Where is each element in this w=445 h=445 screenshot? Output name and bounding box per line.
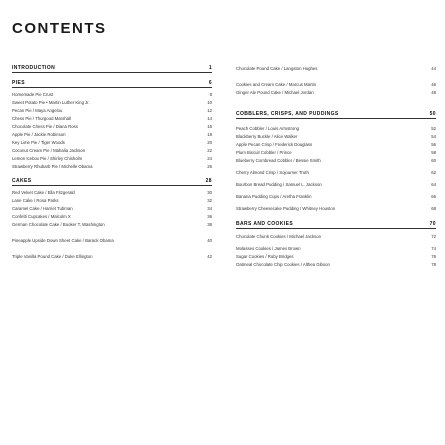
- section-title: PIES: [12, 80, 25, 86]
- section-title: INTRODUCTION: [12, 65, 56, 71]
- toc-entry: [236, 206, 436, 211]
- entry-title: Sweet Potato Pie • Martin Luther King Jr.: [12, 100, 90, 105]
- entry-title: Banana Pudding Cups / Aretha Franklin: [236, 194, 312, 199]
- entry-title: Chocolate Chess Pie / Diana Ross: [12, 124, 78, 129]
- toc-entry: [12, 198, 212, 203]
- toc-section-heading: [236, 112, 436, 119]
- toc-section-heading: [12, 81, 212, 88]
- page-number: 68: [431, 206, 436, 211]
- entry-title: Homemade Pie Crust: [12, 92, 54, 97]
- page-number: 8: [209, 92, 212, 97]
- toc-entry: [236, 182, 436, 187]
- toc-entry: [12, 164, 212, 169]
- toc-entry: [236, 82, 436, 87]
- page-number: 24: [207, 156, 212, 161]
- page-number: 32: [207, 198, 212, 203]
- page-number: 14: [207, 116, 212, 121]
- entry-title: Cookies and Cream Cake / Marcus Martin: [236, 82, 316, 87]
- page-number: 12: [207, 108, 212, 113]
- page-number: 18: [207, 132, 212, 137]
- toc-entry: [236, 262, 436, 267]
- page-number: 78: [431, 262, 436, 267]
- toc-entry: [12, 92, 212, 97]
- page-number: 76: [431, 254, 436, 259]
- page-number: 52: [431, 126, 436, 131]
- page-number: 30: [207, 190, 212, 195]
- toc-entry: [12, 148, 212, 153]
- toc-entry: [236, 90, 436, 95]
- entry-title: Bourbon Bread Pudding / Samuel L. Jackson: [236, 182, 322, 187]
- entry-title: Chocolate Chunk Cookies / Michael Jackson: [236, 234, 322, 239]
- page-number: 48: [431, 90, 436, 95]
- page-number: 70: [429, 221, 436, 227]
- page-number: 72: [431, 234, 436, 239]
- page-number: 16: [207, 124, 212, 129]
- page-number: 44: [431, 66, 436, 71]
- toc-entry: [12, 116, 212, 121]
- entry-title: Chess Pie / Thurgood Marshall: [12, 116, 71, 121]
- page-number: 54: [431, 134, 436, 139]
- entry-title: Oatmeal Chocolate Chip Cookies / Althea Gibson: [236, 262, 330, 267]
- entry-title: Sugar Cookies / Ruby Bridges: [236, 254, 294, 259]
- page-number: 28: [205, 178, 212, 184]
- section-title: BARS AND COOKIES: [236, 221, 294, 227]
- page-number: 46: [431, 82, 436, 87]
- entry-title: German Chocolate Cake / Booker T. Washington: [12, 222, 105, 227]
- page-number: 26: [207, 164, 212, 169]
- toc-section-heading: [12, 179, 212, 186]
- entry-title: Confetti Cupcakes / Malcolm X: [12, 214, 71, 219]
- toc-entry: [12, 214, 212, 219]
- toc-entry: [12, 206, 212, 211]
- toc-entry: [236, 126, 436, 131]
- page-number: 74: [431, 246, 436, 251]
- page-number: 66: [431, 194, 436, 199]
- page-number: 60: [431, 158, 436, 163]
- toc-entry: [12, 140, 212, 145]
- toc-section-heading: [236, 222, 436, 229]
- entry-title: Cherry Almond Crisp / Sojourner Truth: [236, 170, 309, 175]
- entry-title: Ginger Ale Pound Cake / Michael Jordan: [236, 90, 314, 95]
- toc-entry: [12, 100, 212, 105]
- page-number: 40: [207, 238, 212, 243]
- page-number: 56: [431, 142, 436, 147]
- toc-entry: [236, 142, 436, 147]
- entry-title: Pecan Pie / Maya Angelou: [12, 108, 63, 113]
- toc-section-heading: [12, 66, 212, 73]
- toc-entry: [236, 254, 436, 259]
- entry-title: Molasses Cookies / James Brown: [236, 246, 301, 251]
- toc-entry: [12, 254, 212, 259]
- page-title: CONTENTS: [12, 20, 107, 37]
- page-number: 34: [207, 206, 212, 211]
- entry-title: Strawberry Rhubarb Pie / Michelle Obama: [12, 164, 93, 169]
- page-number: 38: [207, 222, 212, 227]
- page-number: 58: [431, 150, 436, 155]
- page-number: 1: [208, 65, 212, 71]
- entry-title: Lemon Icebox Pie / Shirley Chisholm: [12, 156, 83, 161]
- toc-entry: [12, 108, 212, 113]
- toc-entry: [236, 158, 436, 163]
- entry-title: Coconut Cream Pie / Mahalia Jackson: [12, 148, 86, 153]
- toc-entry: [236, 246, 436, 251]
- toc-entry: [236, 234, 436, 239]
- page-number: 10: [207, 100, 212, 105]
- section-title: CAKES: [12, 178, 32, 184]
- page-number: 22: [207, 148, 212, 153]
- entry-title: Plum Biscuit Cobbler / Prince: [236, 150, 292, 155]
- page-number: 64: [431, 182, 436, 187]
- entry-title: Blackberry Buckle / Alice Walker: [236, 134, 298, 139]
- page-number: 50: [429, 111, 436, 117]
- entry-title: Apple Pecan Crisp / Frederick Douglass: [236, 142, 313, 147]
- entry-title: Pineapple Upside Down Sheet Cake / Barack Obama: [12, 238, 114, 243]
- entry-title: Chocolate Pound Cake / Langston Hughes: [236, 66, 318, 71]
- toc-entry: [12, 190, 212, 195]
- entry-title: Strawberry Cheesecake Pudding / Whitney Houston: [236, 206, 336, 211]
- toc-entry: [12, 132, 212, 137]
- page-number: 6: [208, 80, 212, 86]
- page-number: 62: [431, 170, 436, 175]
- entry-title: Blueberry Cornbread Cobbler / Bessie Smith: [236, 158, 321, 163]
- toc-entry: [236, 134, 436, 139]
- toc-entry: [12, 124, 212, 129]
- page-number: 36: [207, 214, 212, 219]
- entry-title: Apple Pie / Jackie Robinson: [12, 132, 66, 137]
- toc-entry: [12, 238, 212, 243]
- toc-entry: [236, 170, 436, 175]
- entry-title: Peach Cobbler / Louis Armstrong: [236, 126, 300, 131]
- entry-title: Triple Vanilla Pound Cake / Duke Ellington: [12, 254, 93, 259]
- section-title: COBBLERS, CRISPS, AND PUDDINGS: [236, 111, 339, 117]
- page-number: 20: [207, 140, 212, 145]
- page-number: 42: [207, 254, 212, 259]
- entry-title: Lane Cake / Rosa Parks: [12, 198, 59, 203]
- toc-entry: [236, 194, 436, 199]
- entry-title: Red Velvet Cake / Ella Fitzgerald: [12, 190, 75, 195]
- entry-title: Key Lime Pie / Tiger Woods: [12, 140, 65, 145]
- toc-entry: [236, 66, 436, 71]
- entry-title: Caramel Cake / Harriet Tubman: [12, 206, 73, 211]
- toc-entry: [12, 156, 212, 161]
- toc-entry: [12, 222, 212, 227]
- toc-entry: [236, 150, 436, 155]
